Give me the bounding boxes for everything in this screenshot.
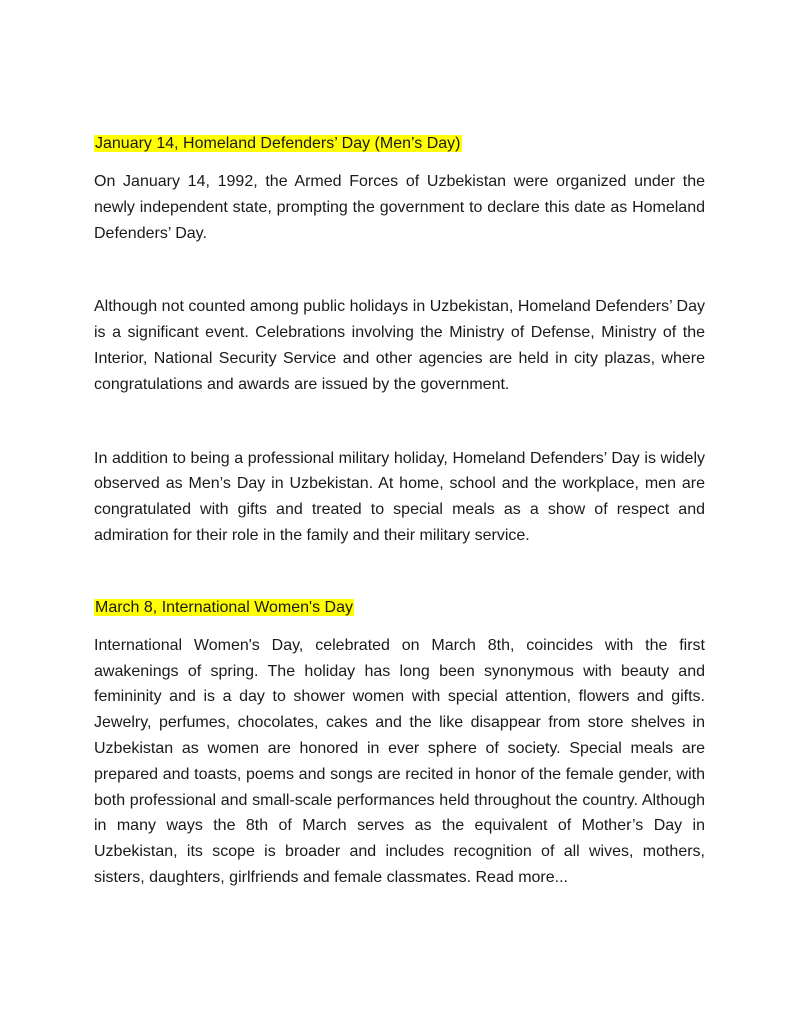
paragraph-celebrations: Although not counted among public holidays in Uzbekistan, Homeland Defenders’ Day is a significant event. Celebrations involving the Ministry of Defense, Ministry of the Interior, National Security Service and other agencies are held in city plazas, where congratulations and awards are issued by the government. (94, 298, 705, 393)
paragraph-mens-day: In addition to being a professional military holiday, Homeland Defenders’ Day is widely observed as Men’s Day in Uzbekistan. At home, school and the workplace, men are congratulated with gifts and treated to special meals as a show of respect and admiration for their role in the family and their military service. (94, 449, 705, 544)
section-heading-homeland-defenders-day (94, 133, 705, 155)
document-page (94, 133, 705, 891)
paragraph-armed-forces-history: On January 14, 1992, the Armed Forces of Uzbekistan were organized under the newly independent state, prompting the government to declare this date as Homeland Defenders’ Day. (94, 173, 705, 242)
highlighted-heading-text: January 14, Homeland Defenders’ Day (Men’s Day) (95, 135, 461, 152)
section-heading-international-womens-day (94, 597, 705, 619)
paragraph-womens-day: International Women's Day, celebrated on March 8th, coincides with the first awakenings of spring. The holiday has long been synonymous with beauty and femininity and is a day to shower women with special attention, flowers and gifts. Jewelry, perfumes, chocolates, cakes and the like disappear from store shelves in Uzbekistan as women are honored in ever sphere of society. Special meals are prepared and toasts, poems and songs are recited in honor of the female gender, with both professional and small-scale performances held throughout the country. Although in many ways the 8th of March serves as the equivalent of Mother’s Day in Uzbekistan, its scope is broader and includes recognition of all wives, mothers, sisters, daughters, girlfriends and female classmates. Read more... (94, 636, 705, 886)
highlighted-heading-text: March 8, International Women's Day (95, 598, 353, 616)
